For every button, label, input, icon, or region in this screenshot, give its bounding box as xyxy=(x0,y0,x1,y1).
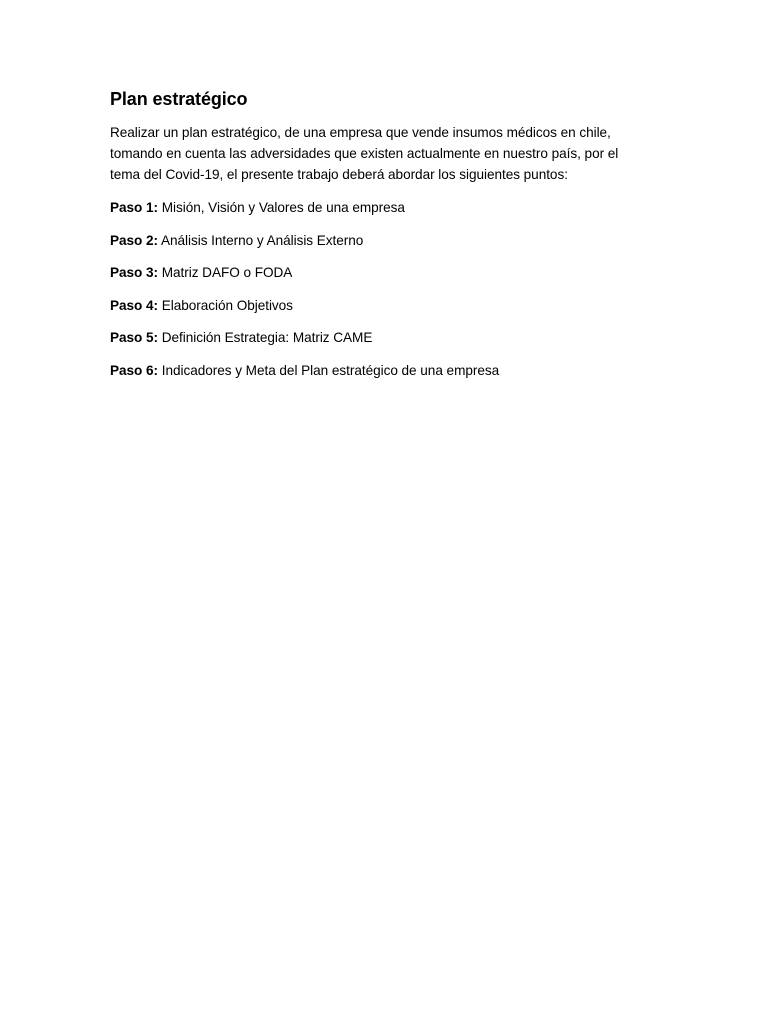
step-text: Indicadores y Meta del Plan estratégico de una empresa xyxy=(161,362,500,378)
document-body xyxy=(110,86,670,381)
step-label: Paso 4: xyxy=(110,297,159,313)
intro-line: Realizar un plan estratégico, de una empresa que vende insumos médicos en chile, xyxy=(110,125,611,140)
step-label: Paso 3: xyxy=(110,265,159,280)
step-text: Misión, Visión y Valores de una empresa xyxy=(161,200,405,215)
step-text: Análisis Interno y Análisis Externo xyxy=(161,232,364,248)
step-item xyxy=(110,262,670,283)
step-label: Paso 5: xyxy=(110,330,159,345)
step-label: Paso 2: xyxy=(110,232,159,248)
steps-list xyxy=(110,197,670,381)
document-title: Plan estratégico xyxy=(110,89,248,109)
step-text: Elaboración Objetivos xyxy=(161,297,293,313)
step-item xyxy=(110,327,670,348)
intro-line: tema del Covid-19, el presente trabajo deberá abordar los siguientes puntos: xyxy=(110,167,568,182)
step-label: Paso 1: xyxy=(110,200,159,215)
step-item xyxy=(110,360,670,381)
step-text: Matriz DAFO o FODA xyxy=(161,265,293,280)
step-item xyxy=(110,295,670,316)
step-text: Definición Estrategia: Matriz CAME xyxy=(161,330,373,345)
step-item xyxy=(110,230,670,251)
step-label: Paso 6: xyxy=(110,362,159,378)
intro-paragraph xyxy=(110,122,670,185)
step-item xyxy=(110,197,670,218)
intro-line: tomando en cuenta las adversidades que existen actualmente en nuestro país, por el xyxy=(110,146,619,161)
